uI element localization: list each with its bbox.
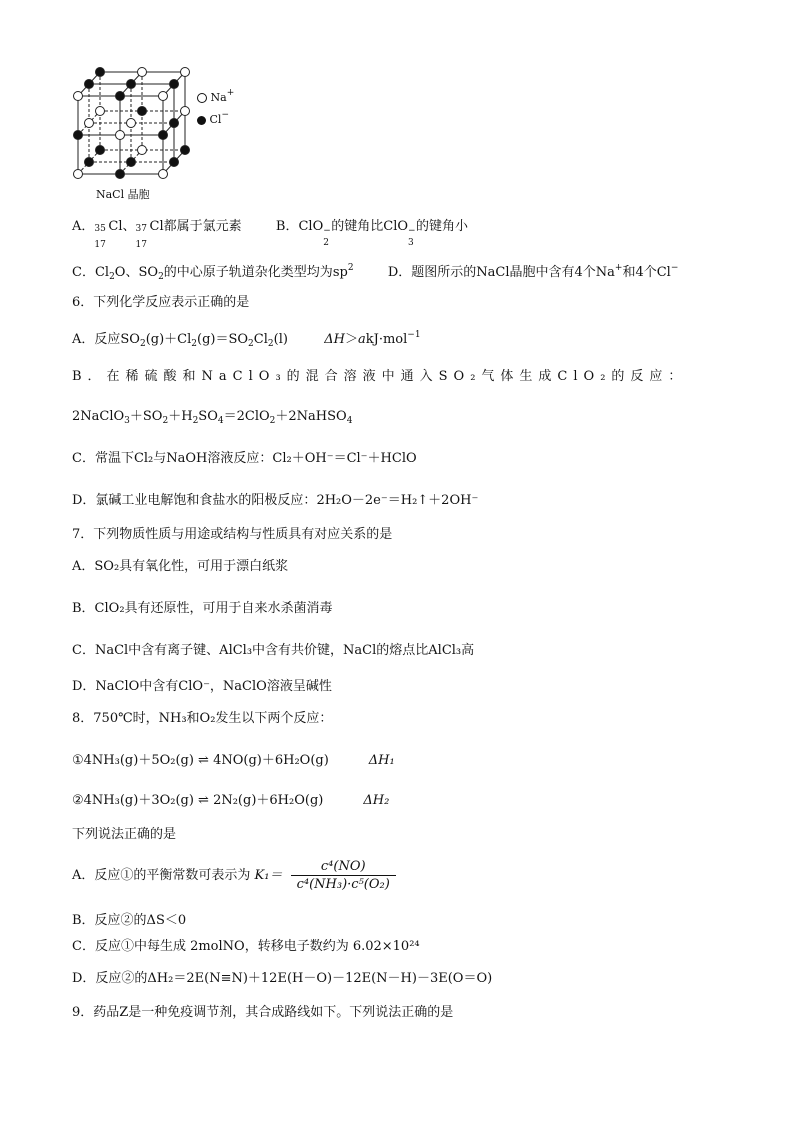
q8-stem: 8．750℃时，NH₃和O₂发生以下两个反应： (72, 711, 333, 726)
q6-option-c: C．常温下Cl₂与NaOH溶液反应：Cl₂＋OH⁻＝Cl⁻＋HClO (72, 451, 417, 466)
q7-option-d: D．NaClO中含有ClO⁻，NaClO溶液呈碱性 (72, 679, 332, 694)
q8-option-d: D．反应②的ΔH₂＝2E(N≡N)＋12E(H－O)－12E(N－H)－3E(O＝O) (72, 971, 493, 986)
q6-option-d: D．氯碱工业电解饱和食盐水的阳极反应：2H₂O－2e⁻＝H₂↑＋2OH⁻ (72, 493, 479, 508)
q8-option-a: A．反应①的平衡常数可表示为 K₁＝ $\frac{\text{c⁴(NO)}}{\text{c⁴(NH₃)·c⁵(O₂)}}$ (72, 858, 396, 893)
q8-reaction-2: ②4NH₃(g)＋3O₂(g) ⇌ 2N₂(g)＋6H₂O(g) ΔH₂ (72, 793, 390, 808)
q5-option-cd: C．$Cl_2O$、$SO_2$的中心原子轨道杂化类型均为$sp^2$ D．题图所示的NaCl晶胞中含有4个Na+和4个Cl− (72, 263, 679, 282)
legend-cl: Cl− (197, 110, 234, 132)
q6-option-b: B．在稀硫酸和NaClO₃的混合溶液中通入SO₂气体生成ClO₂的反应： (72, 369, 688, 384)
legend-na: Na+ (197, 88, 234, 110)
figure-caption: NaCl 晶胞 (96, 188, 150, 201)
q9-stem: 9．药品Z是一种免疫调节剂，其合成路线如下。下列说法正确的是 (72, 1005, 454, 1020)
equilibrium-constant-fraction: $\frac{\text{c⁴(NO)}}{\text{c⁴(NH₃)·c⁵(O₂)}}$ (291, 858, 396, 893)
q5-option-ab: A． 35 17 Cl、 37 17 Cl都属于氯元素 B．ClO − 2 的键角比ClO − 3 的键角小 (72, 219, 469, 250)
filled-circle-icon (197, 116, 206, 125)
q8-option-b: B．反应②的ΔS＜0 (72, 913, 187, 928)
open-circle-icon (197, 93, 207, 103)
q8-ask: 下列说法正确的是 (72, 827, 177, 842)
q7-option-b: B．ClO₂具有还原性，可用于自来水杀菌消毒 (72, 601, 333, 616)
q6-stem: 6．下列化学反应表示正确的是 (72, 295, 250, 310)
q8-option-c: C．反应①中每生成 2molNO，转移电子数约为 6.02×10²⁴ (72, 939, 420, 954)
q7-stem: 7．下列物质性质与用途或结构与性质具有对应关系的是 (72, 527, 393, 542)
q7-option-c: C．NaCl中含有离子键、AlCl₃中含有共价键，NaCl的熔点比AlCl₃高 (72, 643, 475, 658)
q6-option-a: A．反应$SO_2(g)+Cl_2(g)=SO_2Cl_2(l)$ ΔH＞akJ·mol$^{-1}$ (72, 330, 421, 349)
q7-option-a: A．SO₂具有氧化性，可用于漂白纸浆 (72, 559, 289, 574)
figure-legend (197, 88, 234, 132)
nacl-unit-cell-figure (70, 62, 270, 182)
q8-reaction-1: ①4NH₃(g)＋5O₂(g) ⇌ 4NO(g)＋6H₂O(g) ΔH₁ (72, 753, 395, 768)
q6-option-b-equation: $2NaClO_3+SO_2+H_2SO_4=2ClO_2+2NaHSO_4$ (72, 409, 353, 426)
